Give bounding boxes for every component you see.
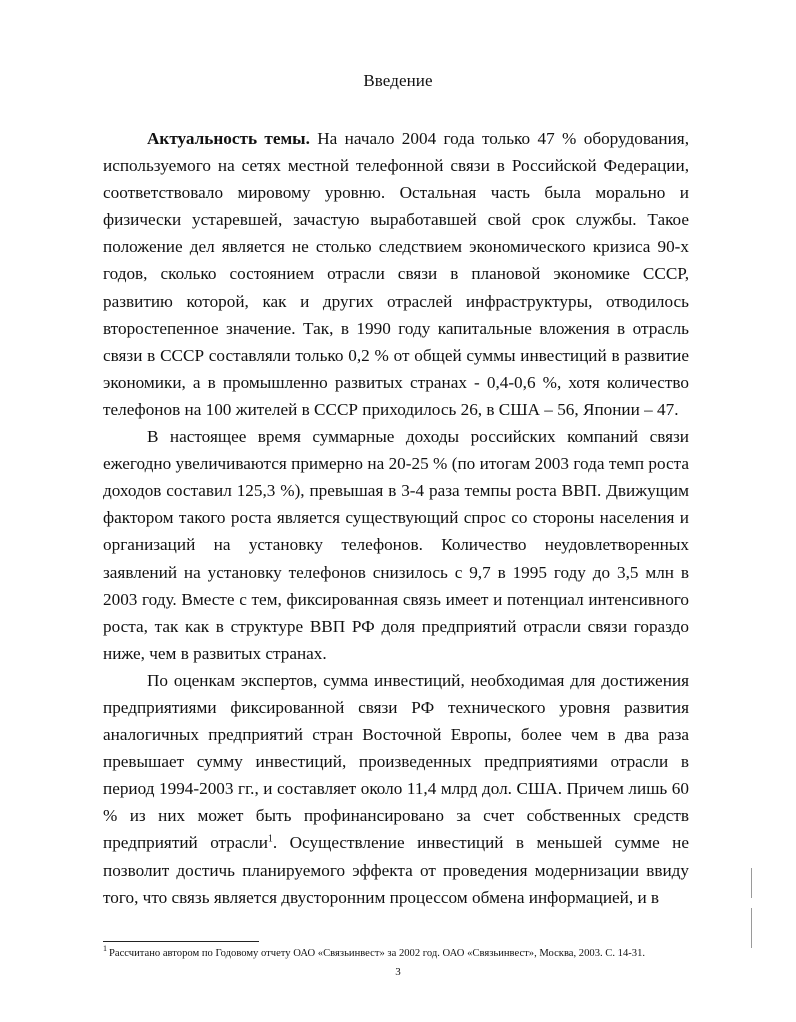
body-text bbox=[103, 125, 689, 911]
page-number: 3 bbox=[395, 966, 401, 978]
footnote-reference: 1 bbox=[267, 833, 273, 845]
scan-edge-mark bbox=[751, 868, 752, 898]
paragraph-1 bbox=[103, 125, 689, 423]
paragraph-text-continued: . Осуществление инвестиций в меньшей сумме не позволит достичь планируемого эффекта от проведения модернизации ввиду того, что связь является двусторонним процессом обмена информацией, и в bbox=[103, 833, 689, 907]
paragraph-3 bbox=[103, 667, 689, 911]
scan-edge-mark bbox=[751, 908, 752, 948]
footnote-mark: 1 bbox=[103, 944, 107, 954]
paragraph-text: На начало 2004 года только 47 % оборудования, используемого на сетях местной телефонной связи в Российской Федерации, соответствовало мировому уровню. Остальная часть была морально и физически устаревшей, зачастую выработавшей свой срок службы. Такое положение дел является не столько следствием экономического кризиса 90-х годов, сколько состоянием отрасли связи в плановой экономике СССР, развитию которой, как и других отраслей инфраструктуры, отводилось второстепенное значение. Так, в 1990 году капитальные вложения в отрасль связи в СССР составляли только 0,2 % от общей суммы инвестиций в развитие экономики, а в промышленно развитых странах - 0,4-0,6 %, хотя количество телефонов на 100 жителей в СССР приходилось 26, в США – 56, Японии – 47. bbox=[103, 129, 689, 419]
paragraph-2 bbox=[103, 423, 689, 667]
footnote bbox=[103, 944, 703, 961]
page-title: Введение bbox=[363, 71, 433, 90]
paragraph-text: В настоящее время суммарные доходы российских компаний связи ежегодно увеличиваются примерно на 20-25 % (по итогам 2003 года темп роста доходов составил 125,3 %), превышая в 3-4 раза темпы роста ВВП. Движущим фактором такого роста является существующий спрос со стороны населения и организаций на установку телефонов. Количество неудовлетворенных заявлений на установку телефонов снизилось с 9,7 в 1995 году до 3,5 млн в 2003 году. Вместе с тем, фиксированная связь имеет и потенциал интенсивного роста, так как в структуре ВВП РФ доля предприятий отрасли связи гораздо ниже, чем в развитых странах. bbox=[103, 427, 689, 663]
footnote-text: Рассчитано автором по Годовому отчету ОАО «Связьинвест» за 2002 год. ОАО «Связьинвест», Москва, 2003. С. 14-31. bbox=[109, 948, 646, 959]
paragraph-lead: Актуальность темы. bbox=[147, 129, 310, 148]
paragraph-text: По оценкам экспертов, сумма инвестиций, необходимая для достижения предприятиями фиксированной связи РФ технического уровня развития аналогичных предприятий стран Восточной Европы, более чем в два раза превышает сумму инвестиций, произведенных предприятиями отрасли в период 1994-2003 гг., и составляет около 11,4 млрд дол. США. Причем лишь 60 % из них может быть профинансировано за счет собственных средств предприятий отрасли bbox=[103, 670, 689, 853]
footnote-divider bbox=[103, 941, 259, 942]
